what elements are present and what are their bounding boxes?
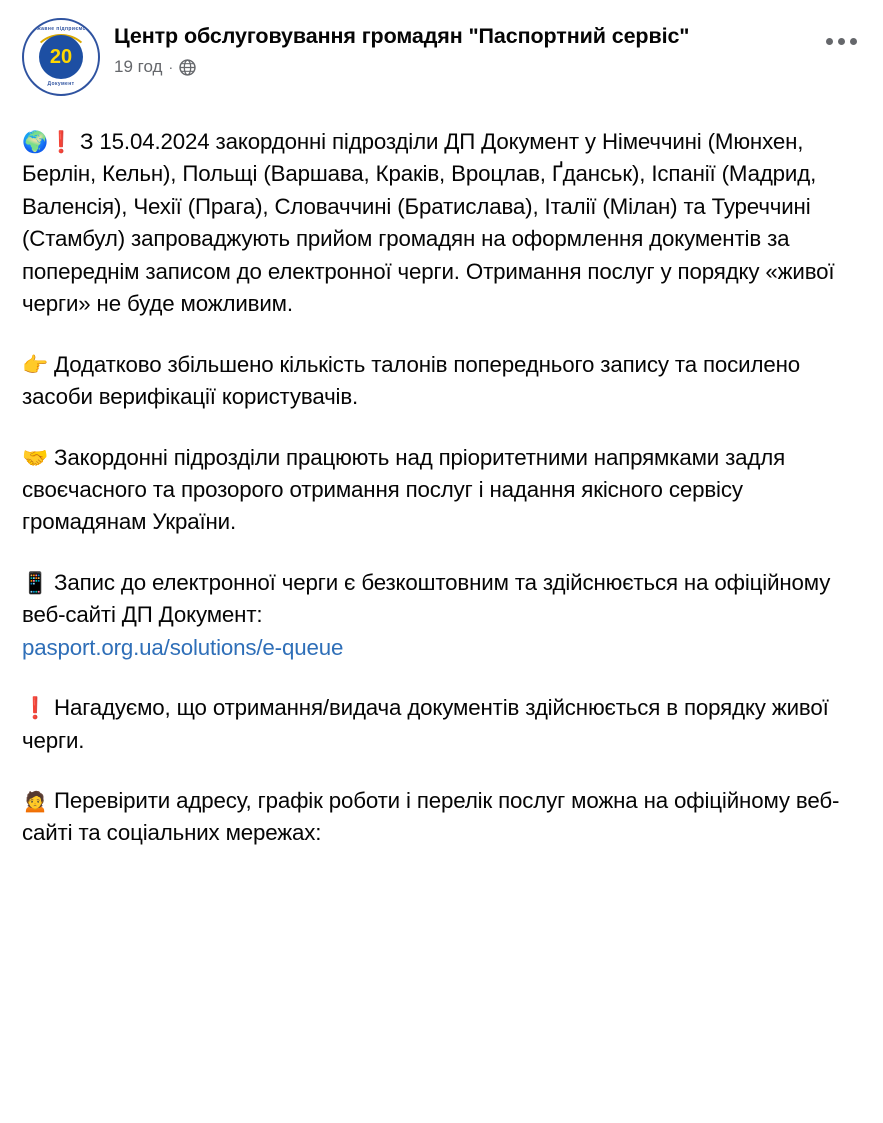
paragraph-announcement — [22, 126, 861, 321]
person-emoji: 🙍 — [22, 789, 48, 813]
post-header — [22, 14, 861, 102]
page-name[interactable]: Центр обслуговування громадян "Паспортний сервіс" — [114, 24, 690, 48]
globe-emoji: 🌍❗ — [22, 130, 74, 154]
paragraph-text: Закордонні підрозділи працюють над пріоритетними напрямками задля своєчасного та прозорого отримання послуг і надання якісного сервісу громадянам України. — [22, 444, 792, 535]
paragraph-free-booking — [22, 567, 861, 664]
post-meta — [114, 57, 807, 77]
paragraph-text: Перевірити адресу, графік роботи і перелік послуг можна на офіційному веб-сайті та соціальних мережах: — [22, 788, 840, 846]
paragraph-reminder — [22, 692, 861, 757]
ellipsis-dot — [850, 38, 857, 45]
post-timestamp[interactable]: 19 год — [114, 57, 163, 77]
globe-icon[interactable] — [179, 59, 196, 76]
paragraph-text: Нагадуємо, що отримання/видача документів здійснюється в порядку живої черги. — [22, 695, 835, 753]
avatar-emblem-text: 20 — [49, 46, 73, 68]
avatar-ring-text-bottom: Документ — [47, 81, 75, 87]
handshake-emoji: 🤝 — [22, 445, 48, 470]
ellipsis-icon[interactable] — [821, 26, 861, 56]
paragraph-text: Додатково збільшено кількість талонів попереднього запису та посилено засоби верифікації користувачів. — [22, 351, 807, 410]
pointing-finger-emoji: 👉 — [22, 352, 48, 377]
avatar-emblem — [39, 35, 83, 79]
paragraph-tickets-increase — [22, 349, 861, 414]
avatar-ring-text-top: Державне підприємство — [26, 26, 96, 32]
e-queue-link[interactable]: pasport.org.ua/solutions/e-queue — [22, 634, 344, 660]
paragraph-text: Запис до електронної черги є безкоштовним та здійснюється на офіційному веб-сайті ДП Документ: — [22, 569, 837, 628]
meta-separator: · — [168, 59, 174, 76]
paragraph-priorities — [22, 442, 861, 539]
exclamation-emoji: ❗ — [22, 696, 48, 721]
ellipsis-dot — [826, 38, 833, 45]
ellipsis-dot — [838, 38, 845, 45]
post-body — [22, 126, 861, 850]
paragraph-text: З 15.04.2024 закордонні підрозділи ДП Документ у Німеччині (Мюнхен, Берлін, Кельн), Польщі (Варшава, Краків, Вроцлав, Ґданськ), Іспанії (Мадрид, Валенсія), Чехії (Прага), Словаччині (Братислава), Італії (Мілан) та Туреччині (Стамбул) запроваджують прийом громадян на оформлення документів за попереднім записом до електронної черги. Отримання послуг у порядку «живої черги» не буде можливим. — [22, 129, 841, 317]
mobile-phone-emoji: 📱 — [22, 570, 48, 595]
paragraph-check-address — [22, 785, 861, 850]
post-header-text — [114, 18, 807, 77]
avatar[interactable] — [22, 18, 100, 96]
